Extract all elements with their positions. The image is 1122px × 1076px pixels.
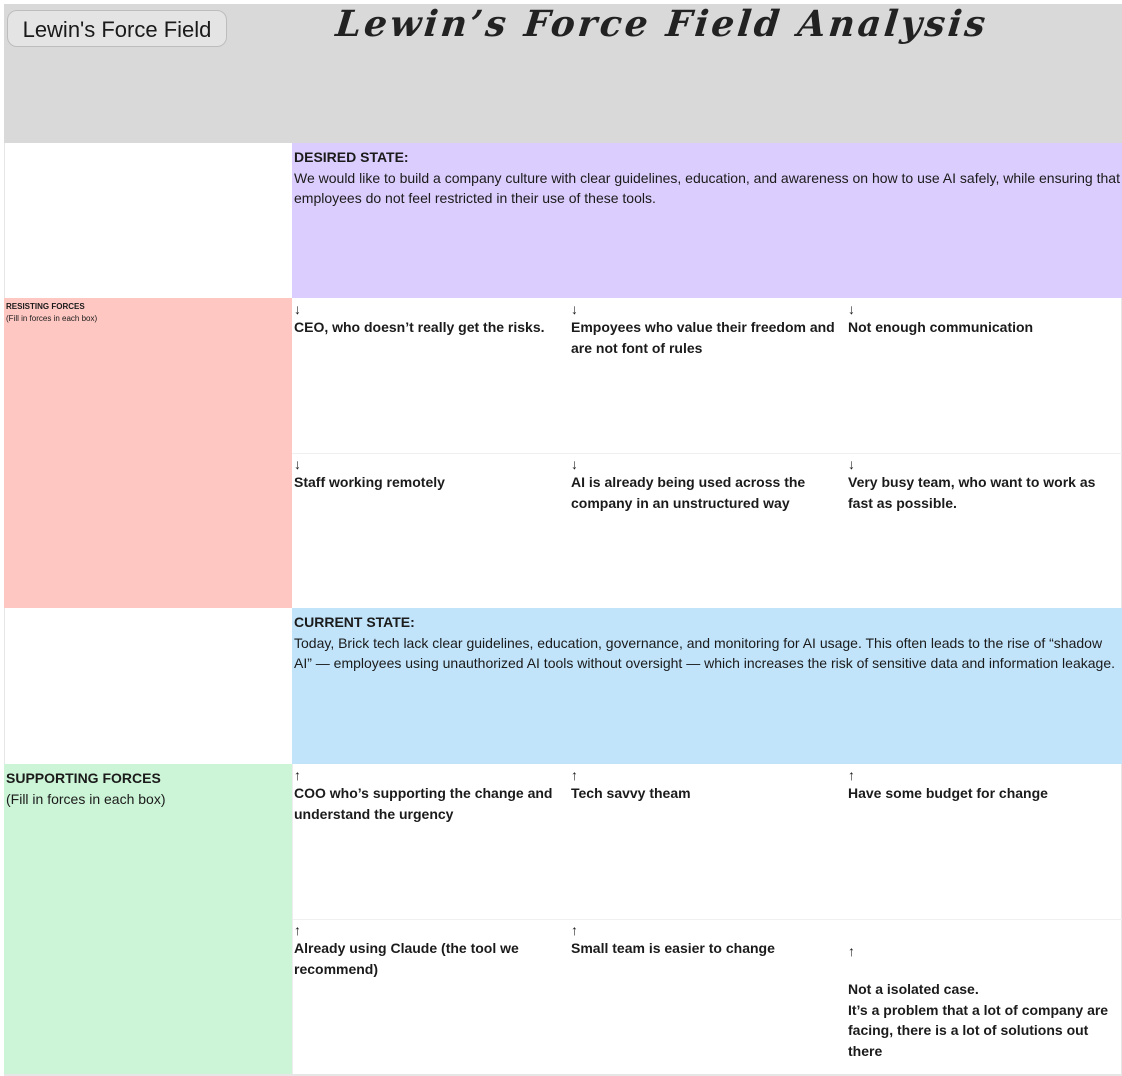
resisting-force-box[interactable] [846,298,1122,453]
desired-state-heading: DESIRED STATE: [294,149,409,165]
grid-divider [292,764,293,1074]
supporting-force-text: Tech savvy theam [571,785,691,801]
resisting-forces-label-box[interactable] [4,298,292,608]
desired-state-text: We would like to build a company culture with clear guidelines, education, and awareness on how to use AI safely, while ensuring that employees do not feel restricted in their use of these tools. [294,169,1120,206]
arrow-down-icon: ↓ [294,301,301,317]
supporting-force-text: Already using Claude (the tool we recommend) [294,940,519,977]
resisting-force-box[interactable] [846,453,1122,608]
supporting-force-text: Small team is easier to change [571,940,775,956]
current-state-text: Today, Brick tech lack clear guidelines, education, governance, and monitoring for AI usage. This often leads to the rise of “shadow AI” — employees using unauthorized AI tools without oversight — which increases the risk of sensitive data and information leakage. [294,634,1115,671]
arrow-up-icon: ↑ [571,922,578,938]
grid-divider [292,919,1122,920]
arrow-up-icon: ↑ [294,767,301,783]
arrow-up-icon: ↑ [294,922,301,938]
arrow-down-icon: ↓ [848,456,855,472]
resisting-force-text: Empoyees who value their freedom and are not font of rules [571,319,835,356]
supporting-force-box[interactable] [846,764,1122,919]
resisting-force-box[interactable] [292,453,569,608]
resisting-force-text: CEO, who doesn’t really get the risks. [294,319,545,335]
resisting-force-box[interactable] [292,298,569,453]
supporting-forces-hint: (Fill in forces in each box) [6,790,166,807]
resisting-force-box[interactable] [569,453,846,608]
arrow-down-icon: ↓ [571,456,578,472]
arrow-down-icon: ↓ [294,456,301,472]
supporting-force-text: Not a isolated case. It’s a problem that a lot of company are facing, there is a lot of solutions out there [848,981,1109,1059]
supporting-force-box[interactable] [569,919,846,1074]
supporting-force-box[interactable] [292,919,569,1074]
resisting-force-text: Not enough communication [848,319,1034,335]
resisting-forces-heading: RESISTING FORCES [6,302,85,311]
arrow-up-icon: ↑ [848,767,855,783]
supporting-force-box[interactable] [292,764,569,919]
resisting-force-box[interactable] [569,298,846,453]
arrow-up-icon: ↑ [571,767,578,783]
grid-divider [292,453,1122,454]
resisting-force-text: Staff working remotely [294,474,445,490]
supporting-force-text: Have some budget for change [848,785,1048,801]
arrow-down-icon: ↓ [848,301,855,317]
supporting-forces-heading: SUPPORTING FORCES [6,770,161,786]
supporting-force-box[interactable] [569,764,846,919]
desired-state-box[interactable] [292,143,1122,298]
arrow-up-icon: ↑ [848,942,855,959]
supporting-force-box[interactable] [846,919,1122,1074]
supporting-forces-label-box[interactable] [4,764,292,1074]
current-state-heading: CURRENT STATE: [294,614,415,630]
current-state-box[interactable] [292,608,1122,764]
arrow-down-icon: ↓ [571,301,578,317]
supporting-force-text: COO who’s supporting the change and understand the urgency [294,785,553,822]
frame-title-chip[interactable]: Lewin's Force Field [7,10,227,47]
page-title: Lewin’s Force Field Analysis [333,3,991,45]
resisting-forces-hint: (Fill in forces in each box) [6,314,98,323]
resisting-force-text: Very busy team, who want to work as fast as possible. [848,474,1096,511]
resisting-force-text: AI is already being used across the company in an unstructured way [571,474,806,511]
